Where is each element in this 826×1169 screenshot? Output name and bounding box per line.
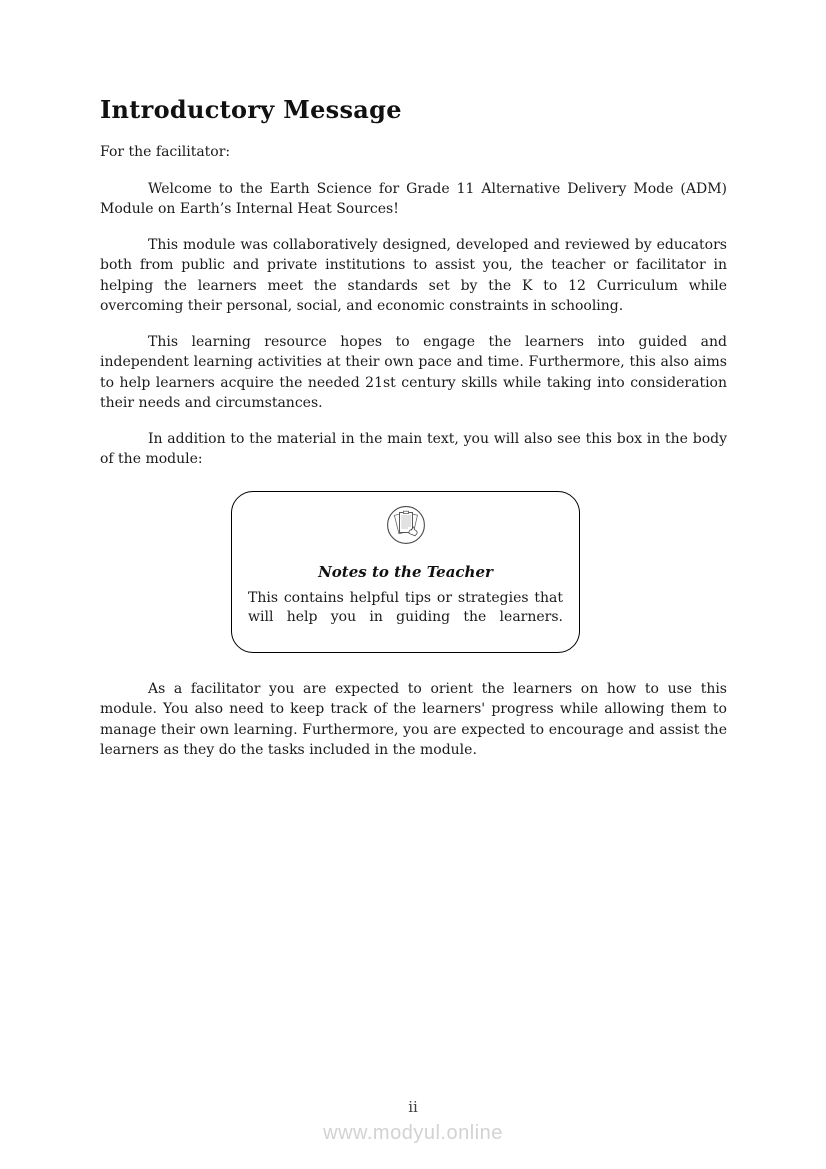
- paragraph-box-intro: In addition to the material in the main text, you will also see this box in the body of the module:: [100, 430, 727, 467]
- notes-to-teacher-box: [231, 491, 580, 653]
- note-box-body: This contains helpful tips or strategies that will help you in guiding the learners.: [248, 589, 563, 625]
- papers-and-hand-icon: [386, 505, 426, 549]
- page-number: ii: [408, 1098, 418, 1116]
- note-box-title: Notes to the Teacher: [318, 562, 493, 581]
- paragraph-facilitator-role: As a facilitator you are expected to orient the learners on how to use this module. You also need to keep track of the learners' progress while allowing them to manage their own learning. Furthermore, you are expected to encourage and assist the learners as they do the tasks included in the module.: [100, 680, 727, 758]
- paragraph-welcome: Welcome to the Earth Science for Grade 11 Alternative Delivery Mode (ADM) Module on Earth’s Internal Heat Sources!: [100, 180, 727, 217]
- watermark-url: www.modyul.online: [323, 1122, 503, 1144]
- paragraph-module-design: This module was collaboratively designed, developed and reviewed by educators both from public and private institutions to assist you, the teacher or facilitator in helping the learners meet the standards set by the K to 12 Curriculum while overcoming their personal, social, and economic constraints in schooling.: [100, 236, 727, 314]
- paragraph-learning-resource: This learning resource hopes to engage the learners into guided and independent learning activities at their own pace and time. Furthermore, this also aims to help learners acquire the needed 21st century skills while taking into consideration their needs and circumstances.: [100, 333, 727, 411]
- salutation-text: For the facilitator:: [100, 144, 231, 160]
- page-title: Introductory Message: [100, 95, 402, 124]
- page-content: [100, 95, 727, 776]
